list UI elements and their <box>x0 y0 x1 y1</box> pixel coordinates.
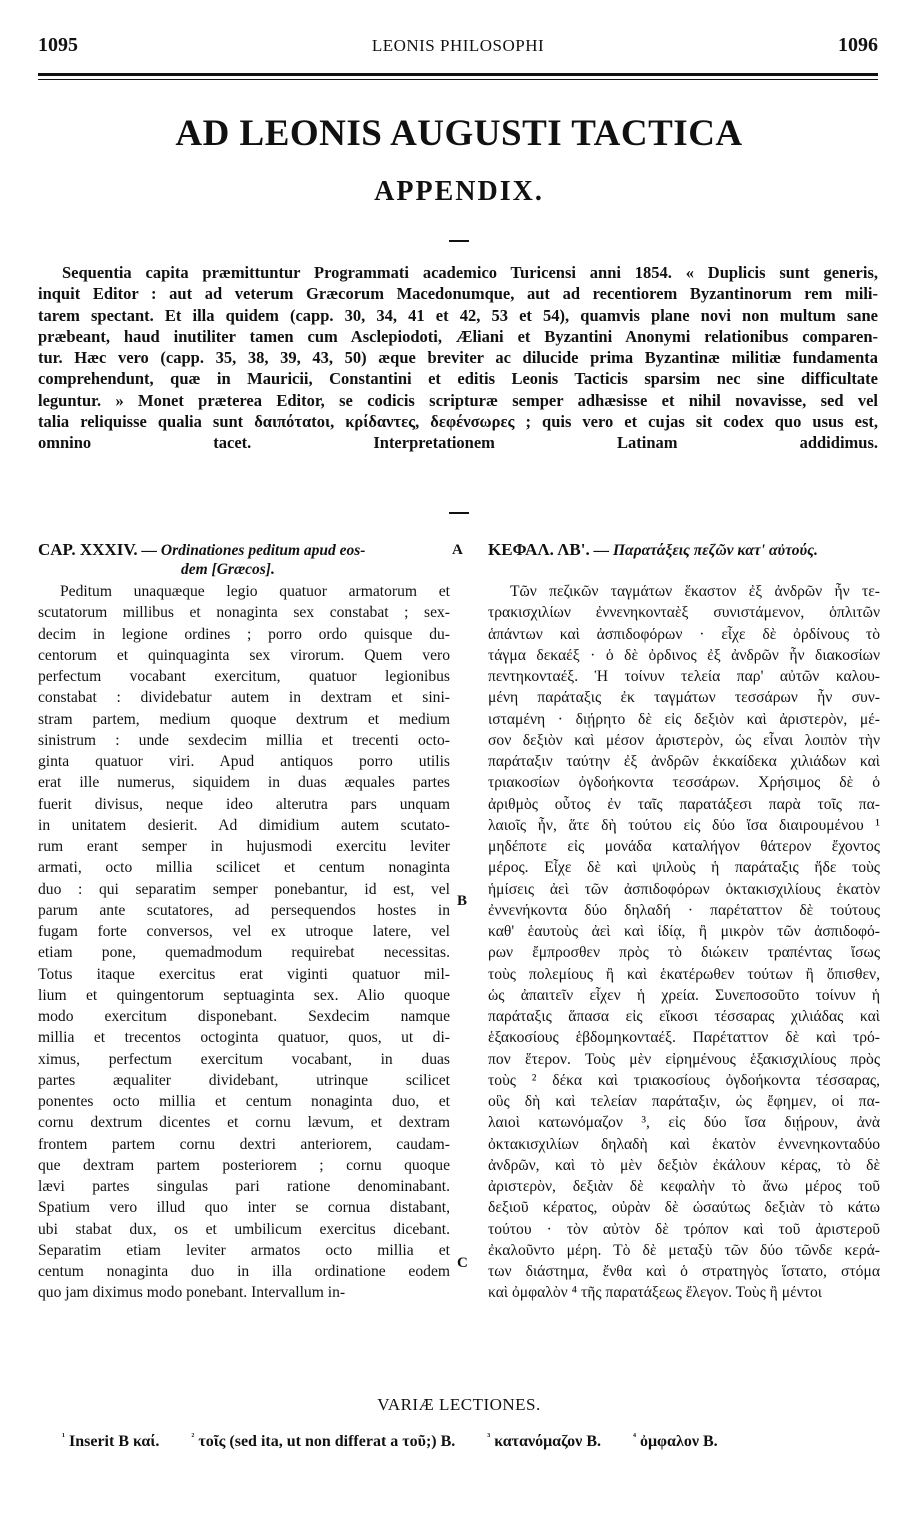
text-line: παράταξις ἅπασα εἰς εἴκοσι τέσσαρας χιλιάδας καὶ <box>488 1008 880 1025</box>
text-line: comprehendunt, quæ in Mauricii, Constantini et editis Leonis Tacticis sparsim nec sine difficultate <box>38 369 878 389</box>
text-line: ὡς ἀπαιτεῖν εἶχεν ἡ χρεία. Συνεποσοῦτο τοίνυν ἡ <box>488 986 880 1004</box>
separator-dash <box>449 512 469 514</box>
text-line: ἀριστερὸν, δεξιὰν δὲ κεφαλὴν τὸ ἄνω μέρος τοῦ <box>488 1178 880 1195</box>
text-line: duo : qui separatim semper ponebantur, id est, vel <box>38 880 450 898</box>
note-number: ³ <box>487 1432 491 1443</box>
text-line: πεντηκονταέξ. Ἡ τοίνυν τελεία παρ' αὐτῶν καλου- <box>488 668 880 685</box>
greek-column <box>488 581 880 1304</box>
left-column-heading <box>38 540 463 579</box>
text-line: ἡμίσεις ἀεὶ τῶν ἀσπιδοφόρων ὀκτακισχιλίους ἑκατὸν <box>488 880 880 898</box>
text-line: erat ille numerus, siquidem in duas æquales partes <box>38 774 450 792</box>
text-line: τοὺς πολεμίους ἢ καὶ ἑκατέρωθεν τούτων ἢ ὄπισθεν, <box>488 965 880 983</box>
text-line: inquit Editor : aut ad veterum Græcorum Macedonumque, aut ad recentiorem Byzantinorum rem mili- <box>38 284 878 304</box>
chapter-title-latin-cont: dem [Græcos]. <box>181 561 275 578</box>
text-line: cornu dextrum dicentes et cornu lævum, et dextram <box>38 1114 450 1132</box>
text-line: ὀκτακισχιλίων δηλαδὴ καὶ ἑκατὸν ἐννενηκονταδύο <box>488 1135 880 1153</box>
text-line: tarem spectant. Et illa quidem (capp. 30, 34, 41 et 42, 53 et 54), quamvis plane novi non multum sane <box>38 305 878 325</box>
text-line: λαιοῖς ἦν, ἅτε δὴ τούτου εἰς δύο ἴσα διαιρουμένου ¹ <box>488 816 880 834</box>
text-line: millia et trecentos octoginta quatuor, quos, ut di- <box>38 1029 450 1047</box>
chapter-number-greek: ΚΕΦΑΛ. ΛΒ'. <box>488 540 590 559</box>
header-rule-thin <box>38 79 878 80</box>
text-line: armati, octo millia scilicet et centum nonaginta <box>38 859 450 877</box>
margin-letter-c: C <box>457 1255 468 1271</box>
variant-note <box>487 1433 601 1450</box>
text-line: Sequentia capita præmittuntur Programmati academico Turicensi anni 1854. « Duplicis sunt generis, <box>62 263 878 282</box>
text-line: τούτου · τὸν αὐτὸν δὲ τρόπον καὶ τοῦ ἀριστεροῦ <box>488 1220 880 1238</box>
note-text: Inserit B καί. <box>69 1433 160 1451</box>
text-line: πον ἕτερον. Τοὺς μὲν εἰρημένους ἑξακισχιλίους πρὸς <box>488 1050 880 1068</box>
text-line: ἁπάντων καὶ ἀσπιδοφόρων · εἶχε δὲ ὀρδίνους τὸ <box>488 625 880 643</box>
text-line: μηδέποτε εἰς μονάδα καταλήγον θάτερον ἔχοντος <box>488 838 880 855</box>
chapter-number-latin: CAP. XXXIV. <box>38 540 138 559</box>
note-text: κατανόμαζον B. <box>494 1433 601 1451</box>
text-line: Peditum unaquæque legio quatuor armatorum et <box>60 583 450 600</box>
text-line: modo exercitum disponebant. Sexdecim namque <box>38 1008 450 1025</box>
text-line: ισταμένη · διῄρητο δὲ εἰς δεξιὸν καὶ ἀριστερὸν, μέ- <box>488 710 880 728</box>
text-line: scutatorum millibus et nonaginta sex constabat ; sex- <box>38 604 450 622</box>
text-line: ginta quatuor viri. Apud antiquos porro utilis <box>38 753 450 770</box>
variant-note <box>191 1433 455 1450</box>
text-line: μέρος. Εἶχε δὲ καὶ ψιλοὺς ἡ παράταξις ἥδε τοὺς <box>488 859 880 877</box>
text-line: καὶ ὀμφαλὸν ⁴ τῆς παρατάξεως ἔλεγον. Τοὺς ἢ μέντοι <box>488 1284 822 1302</box>
note-text: ὀμφαλον B. <box>639 1433 718 1451</box>
text-line: rum erant semper in hujusmodi exercitu leviter <box>38 838 450 855</box>
text-line: lium et quingentorum septuaginta sex. Alio quoque <box>38 986 450 1004</box>
chapter-title-greek: — Παρατάξεις πεζῶν κατ' αὐτούς. <box>593 542 818 559</box>
text-line: ἐκαλοῦντο μέρη. Τὸ δὲ μεταξὺ τῶν δύο τῶνδε κερά- <box>488 1241 880 1259</box>
text-line: stram partem, medium quoque dextrum et medium <box>38 710 450 728</box>
text-line: ἀριθμὸς οὗτος ἐν ταῖς παρατάξεσι παρὰ τοῖς πα- <box>488 795 880 813</box>
text-line: Totus itaque exercitus erat viginti quatuor mil- <box>38 965 450 983</box>
text-line: quo jam diximus modo ponebant. Intervallum in- <box>38 1284 346 1302</box>
text-line: parum ante scutatores, ad persequendos hostes in <box>38 901 450 919</box>
text-line: tur. Hæc vero (capp. 35, 38, 39, 43, 50) æque breviter ac dilucide prima Byzantinæ militiæ fundamenta <box>38 348 878 368</box>
page-number-right: 1096 <box>838 34 878 56</box>
text-line: centorum et quinquaginta sex virorum. Quem vero <box>38 646 450 664</box>
text-line: sinistrum : unde sexdecim millia et trecenti octo- <box>38 731 450 749</box>
text-line: Τῶν πεζικῶν ταγμάτων ἕκαστον ἐξ ἀνδρῶν ἦν τε- <box>510 583 880 600</box>
text-line: τοὺς ² δέκα καὶ τριακοσίους ὀγδοήκοντα τέσσαρας, <box>488 1071 880 1089</box>
text-line: ἀνδρῶν, καὶ τὸ μὲν δεξιὸν ἐκάλουν κέρας, τὸ δὲ <box>488 1156 880 1174</box>
text-line: omnino tacet. Interpretationem Latinam addidimus. <box>38 433 878 453</box>
text-line: μένη παράταξις ἐκ ταγμάτων τεσσάρων ἦν συν- <box>488 689 880 707</box>
text-line: ponentes octo millia et centum nonaginta duo, et <box>38 1093 450 1110</box>
chapter-title-latin: — Ordinationes peditum apud eos- <box>141 542 366 559</box>
text-line: centum nonaginta duo in illa ordinatione eodem <box>38 1263 450 1280</box>
note-text: τοῖς (sed ita, ut non differat a τοῦ;) B. <box>198 1433 456 1451</box>
latin-column <box>38 581 450 1304</box>
running-title: LEONIS PHILOSOPHI <box>371 36 545 55</box>
text-line: etiam pone, quemadmodum requirebat necessitas. <box>38 944 450 962</box>
text-line: σον δεξιὸν καὶ μέσον ἀριστερὸν, ὡς εἶναι λοιπὸν τὴν <box>488 731 880 749</box>
text-line: τριακοσίων ὀγδοήκοντα τεσσάρων. Χρήσιμος δὲ ὁ <box>488 774 880 792</box>
text-line: τάγμα δεκαέξ · ὁ δὲ ὀρδινος ἐξ ἀνδρῶν ἦν διακοσίων <box>488 646 880 664</box>
text-line: παράταξιν ταύτην ἐξ ἀνδρῶν ἑκκαίδεκα χιλιάδων καὶ <box>488 753 880 770</box>
text-line: οὓς δὴ καὶ τελείαν παράταξιν, ὡς ἔφημεν, οἱ πα- <box>488 1093 880 1110</box>
text-line: talia reliquisse qualia sunt δαιπόταtoι, κρίδαντες, δεφένσωρες ; quis vero et cujas sit codex quo usus est, <box>38 412 878 432</box>
text-line: frontem partem cornu dextri anteriorem, caudam- <box>38 1135 450 1153</box>
text-line: leguntur. » Monet præterea Editor, se codicis scripturæ semper adhæsisse et nihil novavisse, sed vel <box>38 390 878 410</box>
note-number: ⁴ <box>632 1432 636 1443</box>
text-line: Spatium vero illud quo inter se cornua distabant, <box>38 1199 450 1217</box>
text-line: lævi partes singulas pari ratione denominabant. <box>38 1178 450 1195</box>
text-line: ximus, perfectum exercitum vocabant, in duas <box>38 1050 450 1068</box>
text-line: καθ' ἑαυτοὺς ἀεὶ καὶ ἰδίᾳ, ἢ μικρὸν τῶν ἀσπιδοφό- <box>488 923 880 940</box>
page-number-left: 1095 <box>38 34 78 56</box>
text-line: in unitatem desierit. Ad dimidium autem scutato- <box>38 816 450 834</box>
variae-lectiones-title: VARIÆ LECTIONES. <box>377 1395 541 1414</box>
text-line: partes æqualiter dividebant, utrinque scilicet <box>38 1071 450 1089</box>
text-line: constabat : dividebatur autem in dextram et sini- <box>38 689 450 707</box>
sub-title: APPENDIX. <box>374 176 544 207</box>
text-line: ρων ἔμπροσθεν πρὸς τὸ διώκειν τραπέντας ἴσως <box>488 944 880 962</box>
main-title: AD LEONIS AUGUSTI TACTICA <box>175 113 743 154</box>
text-line: perfectum vocabant exercitum, quatuor legionibus <box>38 668 450 685</box>
intro-paragraph <box>38 262 878 454</box>
margin-letter-b: B <box>457 893 468 909</box>
note-number: ¹ <box>62 1432 65 1443</box>
text-line: τρακισχιλίων ἐννενηκονταὲξ συνιστάμενον, ὁπλιτῶν <box>488 604 880 622</box>
text-line: præbeant, haud inutiliter tamen cum Asclepiodoti, Æliani et Byzantini Anonymi relationibus comparen- <box>38 326 878 346</box>
text-line: ubi stabat dux, os et umbilicum exercitus dicebant. <box>38 1220 450 1238</box>
text-line: λαιοὶ κατωνόμαζον ³, εἰς δύο ἴσα διῄρουν, ἀνὰ <box>488 1114 880 1132</box>
text-line: των διάστημα, ἔνθα καὶ ὁ στρατηγὸς ἵστατο, στόμα <box>488 1263 880 1280</box>
header-rule-thick <box>38 73 878 76</box>
right-column-heading <box>488 540 880 560</box>
text-line: Separatim etiam leviter armatos octo millia et <box>38 1241 450 1259</box>
running-header <box>38 34 878 60</box>
variae-lectiones-notes <box>62 1432 888 1451</box>
text-line: ἐννενήκοντα δύο δηλαδή · παρέταττον δὲ τούτους <box>488 901 880 919</box>
note-number: ² <box>191 1432 195 1443</box>
text-line: fugam forte conversos, vel ex utroque latere, vel <box>38 923 450 940</box>
text-line: que dextram partem posteriorem ; cornu quoque <box>38 1156 450 1174</box>
variant-note <box>633 1433 718 1450</box>
text-line: ἑξακοσίους ἑβδομηκονταέξ. Παρέταττον δὲ καὶ τρό- <box>488 1029 880 1047</box>
separator-dash <box>449 240 469 242</box>
text-line: decim in legione ordines ; porro ordo quisque du- <box>38 625 450 643</box>
text-line: δεξιοῦ κέρατος, οὐρὰν δὲ ὡσαύτως δεξιὰν τὸ κάτω <box>488 1199 880 1217</box>
margin-letter-a: A <box>452 542 463 558</box>
text-line: fuerit divisus, neque ideo alterutra pars unquam <box>38 795 450 813</box>
variant-note <box>62 1433 159 1450</box>
